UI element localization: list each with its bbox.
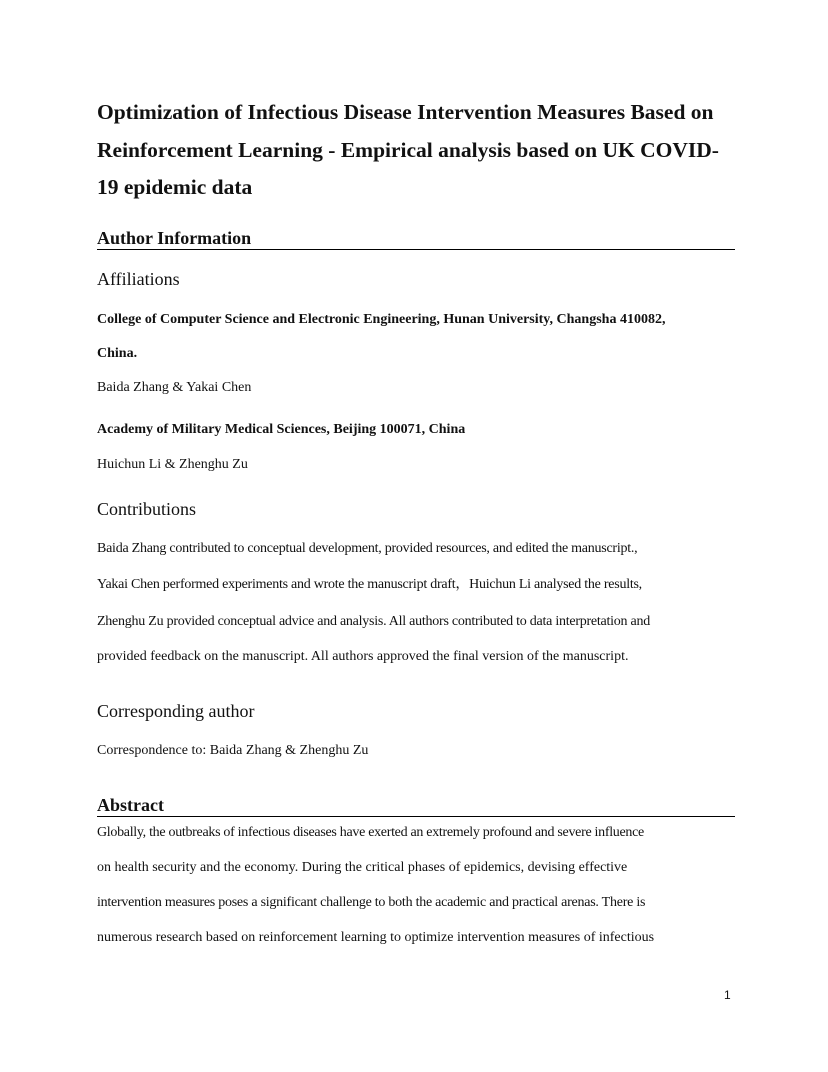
- affiliation-1-institution-line-2: China.: [97, 346, 138, 361]
- affiliation-1-authors: Baida Zhang & Yakai Chen: [97, 380, 252, 395]
- paper-title: Optimization of Infectious Disease Intervention Measures Based on Reinforcement Learning - Empirical analysis based on UK COVID-19 epidemic data: [97, 100, 719, 199]
- affiliations-heading: Affiliations: [97, 269, 180, 289]
- abstract-paragraph: [97, 824, 735, 947]
- abstract-heading: Abstract: [97, 794, 735, 817]
- page-number: 1: [724, 988, 731, 1002]
- affiliation-2-authors: Huichun Li & Zhenghu Zu: [97, 457, 248, 472]
- abstract-line: on health security and the economy. During the critical phases of epidemics, devising effective: [97, 860, 628, 875]
- affiliation-1-institution-line-1: College of Computer Science and Electronic Engineering, Hunan University, Changsha 410082,: [97, 312, 666, 327]
- contributions-heading: Contributions: [97, 499, 197, 519]
- corresponding-author-heading: Corresponding author: [97, 701, 255, 721]
- contributions-line: Baida Zhang contributed to conceptual development, provided resources, and edited the manuscript.,: [97, 541, 638, 556]
- affiliation-2-institution: Academy of Military Medical Sciences, Beijing 100071, China: [97, 422, 466, 437]
- author-information-heading: Author Information: [97, 227, 735, 250]
- contributions-line: Yakai Chen performed experiments and wrote the manuscript draft，Huichun Li analysed the results,: [97, 577, 642, 592]
- contributions-line: provided feedback on the manuscript. All authors approved the final version of the manuscript.: [97, 649, 629, 664]
- abstract-line: Globally, the outbreaks of infectious diseases have exerted an extremely profound and severe influence: [97, 825, 644, 840]
- correspondence-text: Correspondence to: Baida Zhang & Zhenghu Zu: [97, 743, 369, 758]
- contributions-line: Zhenghu Zu provided conceptual advice and analysis. All authors contributed to data interpretation and: [97, 614, 650, 629]
- contributions-paragraph: [97, 540, 735, 666]
- abstract-line: numerous research based on reinforcement learning to optimize intervention measures of infectious: [97, 930, 655, 945]
- abstract-line: intervention measures poses a significant challenge to both the academic and practical arenas. There is: [97, 895, 646, 910]
